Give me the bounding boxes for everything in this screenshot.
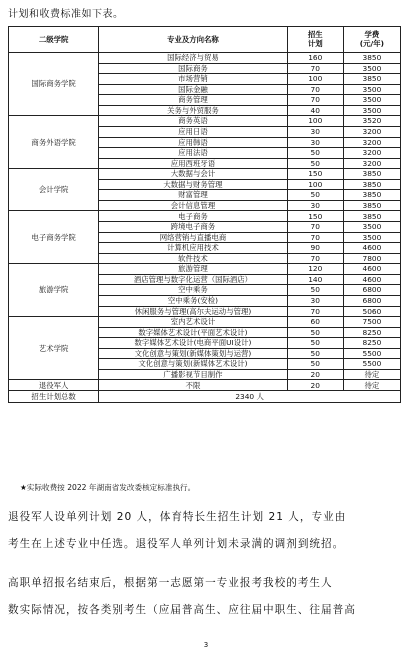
tuition-fee: 3200 <box>343 137 400 148</box>
plan-count: 30 <box>287 126 343 137</box>
plan-count: 70 <box>287 306 343 317</box>
tuition-fee: 4600 <box>343 243 400 254</box>
tuition-fee: 3500 <box>343 84 400 95</box>
tuition-fee: 3850 <box>343 200 400 211</box>
college-name: 艺术学院 <box>9 317 99 380</box>
plan-count: 50 <box>287 158 343 169</box>
major-name: 大数据与财务管理 <box>99 179 287 190</box>
major-name: 商务英语 <box>99 116 287 127</box>
total-value: 2340 人 <box>99 391 401 403</box>
plan-count: 90 <box>287 243 343 254</box>
tuition-fee: 3500 <box>343 95 400 106</box>
major-name: 应用法语 <box>99 148 287 159</box>
plan-count: 60 <box>287 317 343 328</box>
plan-count: 50 <box>287 327 343 338</box>
plan-count: 70 <box>287 232 343 243</box>
plan-count: 140 <box>287 274 343 285</box>
table-row <box>9 169 401 180</box>
major-name: 不限 <box>99 380 287 391</box>
tuition-fee: 3850 <box>343 179 400 190</box>
tuition-fee: 7800 <box>343 253 400 264</box>
header-college: 二级学院 <box>9 27 99 53</box>
plan-count: 50 <box>287 285 343 296</box>
paragraph-1-line-1: 退役军人设单列计划 20 人，体育特长生招生计划 21 人，专业由 <box>8 511 347 523</box>
tuition-fee: 3520 <box>343 116 400 127</box>
table-row-total <box>9 391 401 403</box>
major-name: 休闲服务与管理(高尔夫运动与管理) <box>99 306 287 317</box>
major-name: 跨境电子商务 <box>99 222 287 233</box>
plan-count: 100 <box>287 74 343 85</box>
tuition-fee: 3200 <box>343 126 400 137</box>
tuition-fee: 3500 <box>343 105 400 116</box>
fee-note: ★实际收费按 2022 年湖南省发改委核定标准执行。 <box>20 483 196 492</box>
table-header-row <box>9 27 401 53</box>
plan-count: 70 <box>287 95 343 106</box>
college-name: 国际商务学院 <box>9 53 99 116</box>
major-name: 大数据与会计 <box>99 169 287 180</box>
tuition-fee: 6800 <box>343 285 400 296</box>
plan-count: 30 <box>287 200 343 211</box>
tuition-fee: 3500 <box>343 63 400 74</box>
page-number: 3 <box>203 641 209 649</box>
header-plan <box>287 27 343 53</box>
table-body <box>9 53 401 403</box>
intro-text: 计划和收费标准如下表。 <box>8 9 124 20</box>
table-row <box>9 211 401 222</box>
plan-count: 150 <box>287 169 343 180</box>
plan-count: 70 <box>287 63 343 74</box>
tuition-fee: 3850 <box>343 53 400 64</box>
plan-count: 100 <box>287 116 343 127</box>
plan-count: 70 <box>287 84 343 95</box>
major-name: 数字媒体艺术设计(电商平面UI设计) <box>99 338 287 349</box>
major-name: 空中乘务(安检) <box>99 295 287 306</box>
major-name: 应用西班牙语 <box>99 158 287 169</box>
plan-count: 70 <box>287 253 343 264</box>
tuition-fee: 5500 <box>343 348 400 359</box>
tuition-fee: 3200 <box>343 158 400 169</box>
tuition-fee: 4600 <box>343 274 400 285</box>
paragraph-1-line-2: 考生在上述专业中任选。退役军人单列计划未录满的调剂到统招。 <box>8 538 345 550</box>
header-fee <box>343 27 400 53</box>
major-name: 商务管理 <box>99 95 287 106</box>
major-name: 国际金融 <box>99 84 287 95</box>
total-label: 招生计划总数 <box>9 391 99 403</box>
major-name: 旅游管理 <box>99 264 287 275</box>
tuition-fee: 6800 <box>343 295 400 306</box>
major-name: 国际商务 <box>99 63 287 74</box>
plan-count: 50 <box>287 338 343 349</box>
table-row <box>9 116 401 127</box>
major-name: 室内艺术设计 <box>99 317 287 328</box>
enrollment-plan-table <box>8 26 401 403</box>
paragraph-2-line-2: 数实际情况，按各类别考生（应届普高生、应往届中职生、往届普高 <box>8 604 356 616</box>
header-plan-line2: 计划 <box>307 38 323 48</box>
major-name: 国际经济与贸易 <box>99 53 287 64</box>
table-row <box>9 264 401 275</box>
college-name: 退役军人 <box>9 380 99 391</box>
major-name: 关务与外贸服务 <box>99 105 287 116</box>
header-plan-line1: 招生 <box>307 29 323 39</box>
college-name: 会计学院 <box>9 169 99 211</box>
major-name: 网络营销与直播电商 <box>99 232 287 243</box>
major-name: 广播影视节目制作 <box>99 369 287 380</box>
major-name: 空中乘务 <box>99 285 287 296</box>
paragraph-2-line-1: 高职单招报名结束后，根据第一志愿第一专业报考我校的考生人 <box>8 577 333 589</box>
table-row-veterans <box>9 380 401 391</box>
tuition-fee: 4600 <box>343 264 400 275</box>
major-name: 文化创意与策划(新媒体策划与运营) <box>99 348 287 359</box>
plan-count: 30 <box>287 137 343 148</box>
plan-count: 40 <box>287 105 343 116</box>
plan-count: 30 <box>287 295 343 306</box>
college-name: 电子商务学院 <box>9 211 99 264</box>
plan-count: 20 <box>287 369 343 380</box>
tuition-fee: 3200 <box>343 148 400 159</box>
header-major: 专业及方向名称 <box>99 27 287 53</box>
plan-count: 160 <box>287 53 343 64</box>
college-name: 商务外语学院 <box>9 116 99 169</box>
plan-count: 20 <box>287 380 343 391</box>
tuition-fee: 待定 <box>343 380 400 391</box>
plan-count: 100 <box>287 179 343 190</box>
major-name: 数字媒体艺术设计(平面艺术设计) <box>99 327 287 338</box>
plan-count: 50 <box>287 190 343 201</box>
major-name: 软件技术 <box>99 253 287 264</box>
major-name: 应用韩语 <box>99 137 287 148</box>
major-name: 财富管理 <box>99 190 287 201</box>
tuition-fee: 3850 <box>343 169 400 180</box>
tuition-fee: 5500 <box>343 359 400 370</box>
tuition-fee: 3850 <box>343 74 400 85</box>
major-name: 酒店管理与数字化运营（国际酒店） <box>99 274 287 285</box>
header-fee-line1: 学费 <box>364 29 380 39</box>
table-row <box>9 53 401 64</box>
tuition-fee: 待定 <box>343 369 400 380</box>
plan-count: 50 <box>287 148 343 159</box>
plan-count: 150 <box>287 211 343 222</box>
tuition-fee: 7500 <box>343 317 400 328</box>
tuition-fee: 5060 <box>343 306 400 317</box>
tuition-fee: 8250 <box>343 327 400 338</box>
tuition-fee: 8250 <box>343 338 400 349</box>
major-name: 电子商务 <box>99 211 287 222</box>
college-name: 旅游学院 <box>9 264 99 317</box>
table-row <box>9 317 401 328</box>
major-name: 计算机应用技术 <box>99 243 287 254</box>
major-name: 会计信息管理 <box>99 200 287 211</box>
tuition-fee: 3850 <box>343 190 400 201</box>
tuition-fee: 3850 <box>343 211 400 222</box>
plan-count: 50 <box>287 359 343 370</box>
plan-count: 50 <box>287 348 343 359</box>
plan-count: 70 <box>287 222 343 233</box>
header-fee-line2: (元/年) <box>359 38 385 48</box>
major-name: 应用日语 <box>99 126 287 137</box>
tuition-fee: 3500 <box>343 222 400 233</box>
tuition-fee: 3500 <box>343 232 400 243</box>
major-name: 文化创意与策划(新媒体艺术设计) <box>99 359 287 370</box>
plan-count: 120 <box>287 264 343 275</box>
major-name: 市场营销 <box>99 74 287 85</box>
